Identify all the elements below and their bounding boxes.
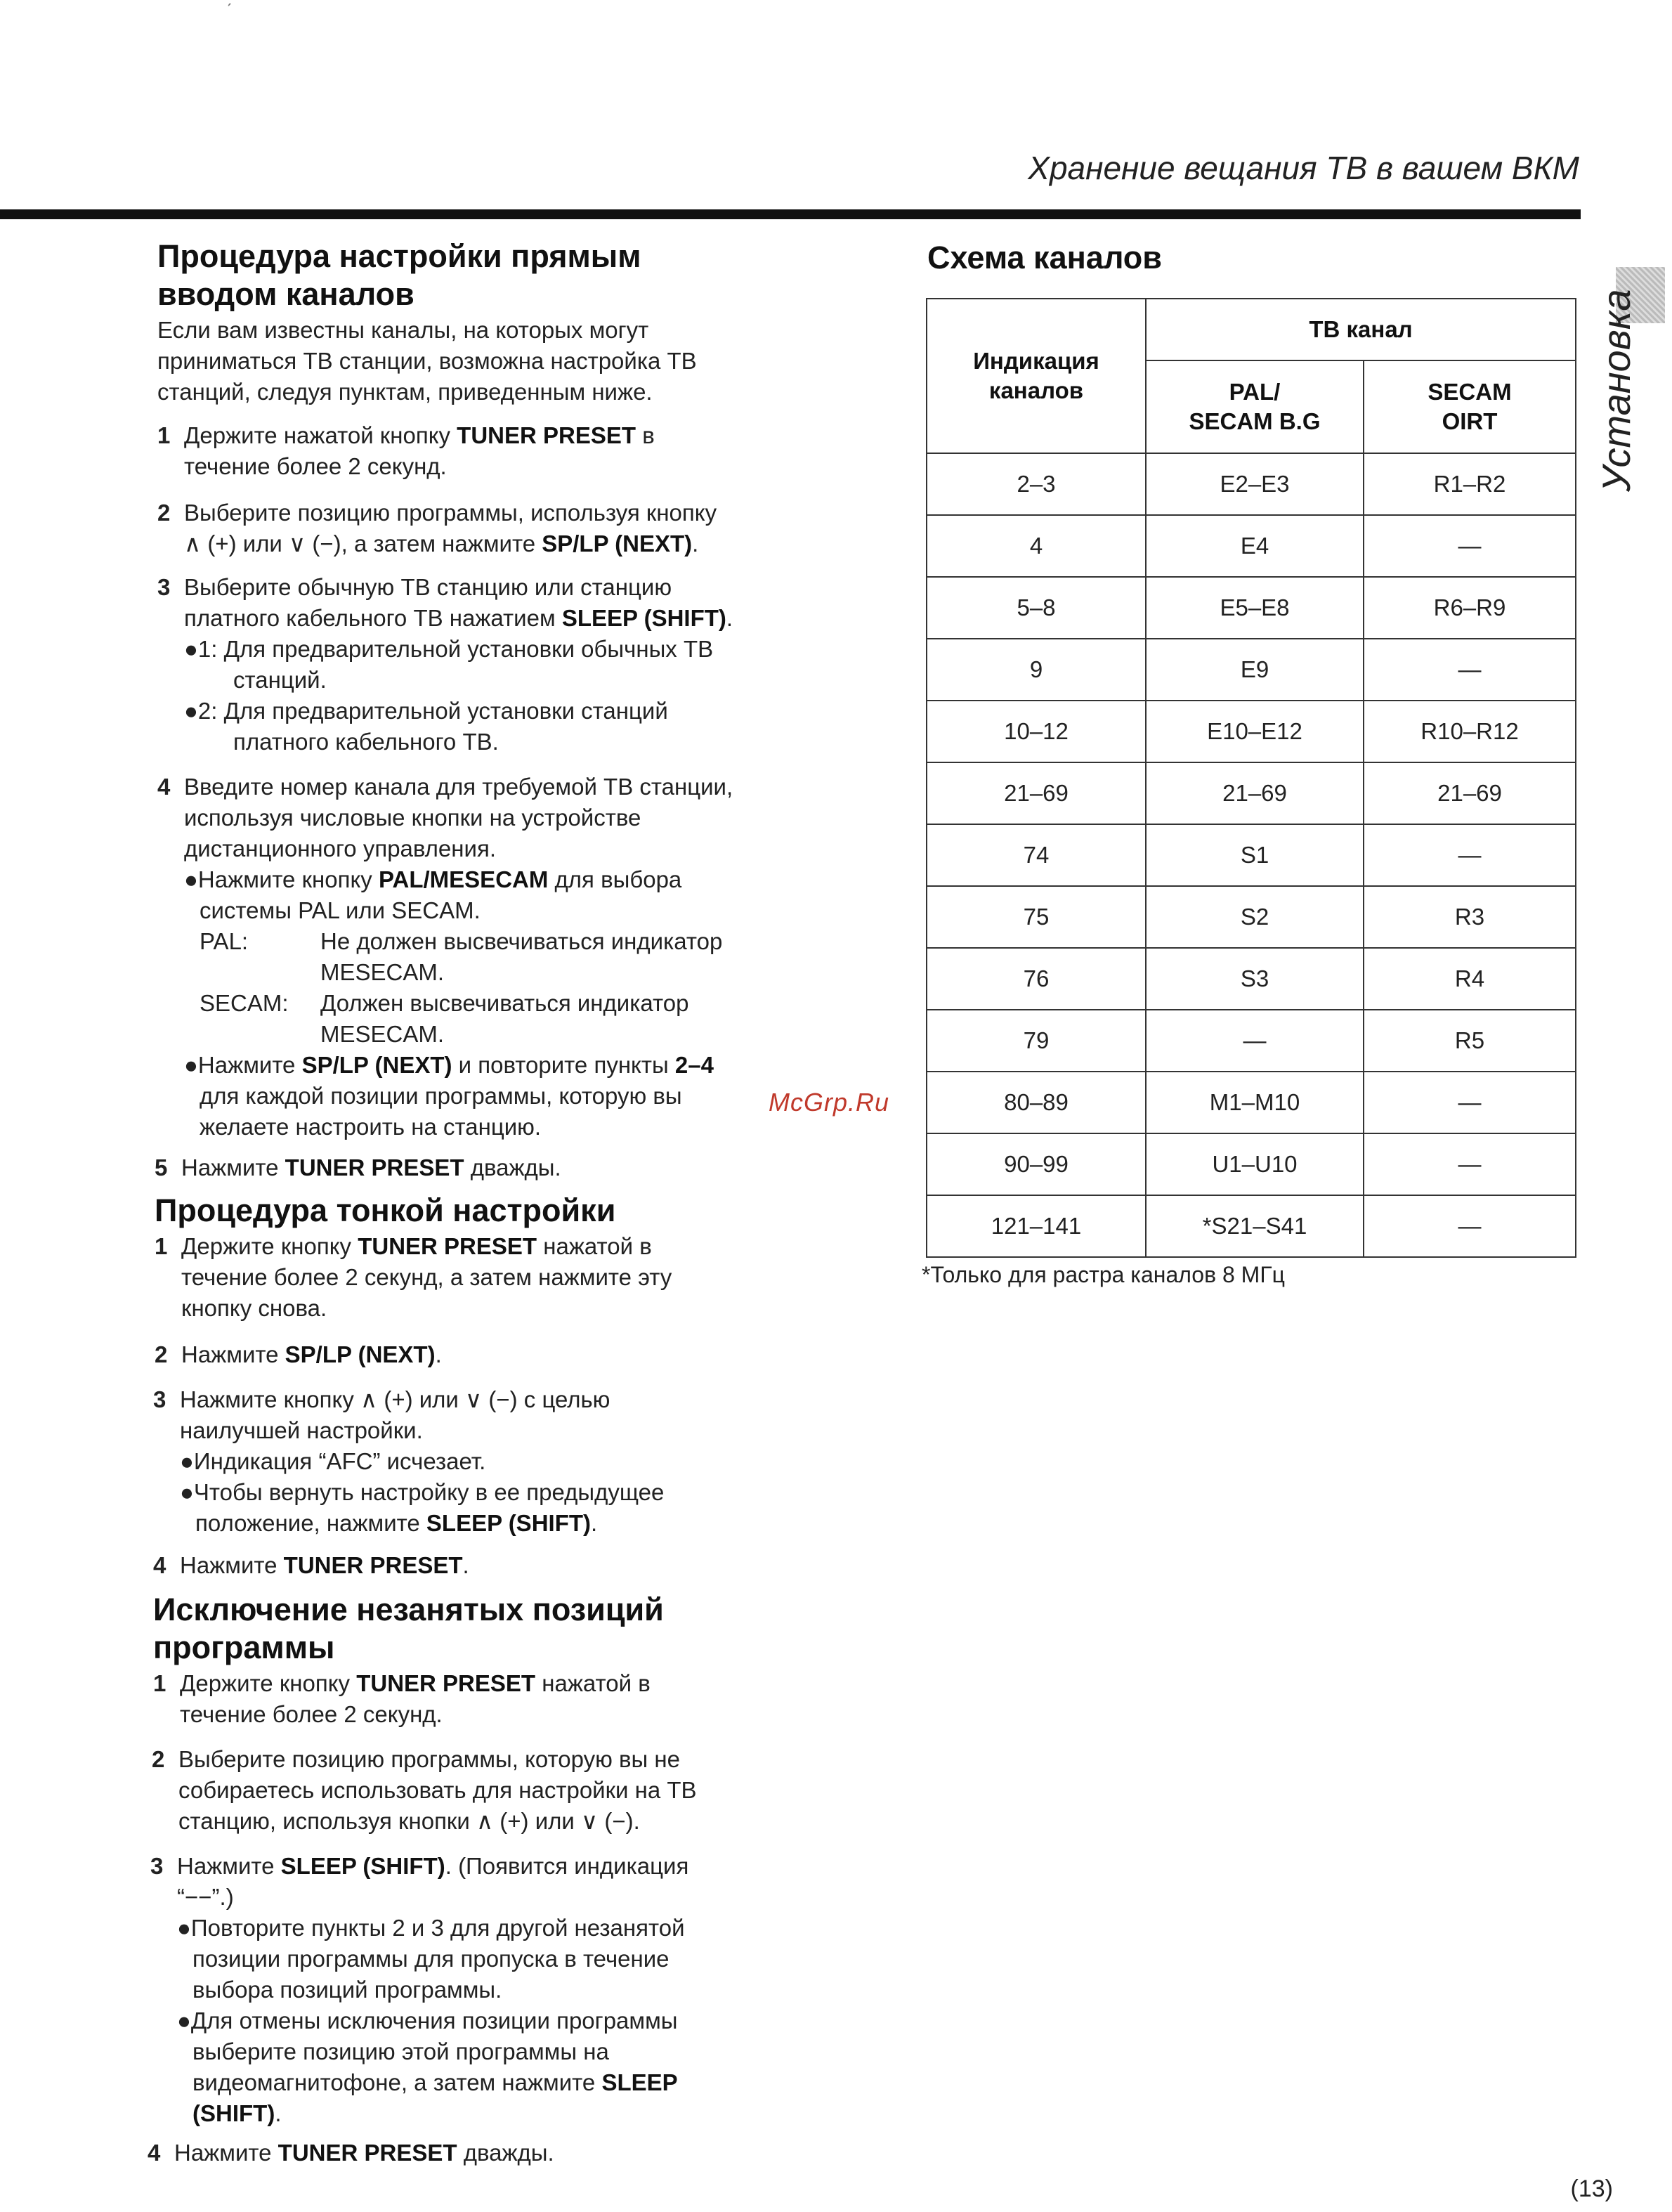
button-name: PAL/MESECAM <box>378 866 549 892</box>
step-number: 1 <box>153 1670 166 1696</box>
secam-cell: — <box>1364 1195 1576 1257</box>
indication-cell: 80–89 <box>927 1072 1146 1133</box>
indication-cell: 79 <box>927 1010 1146 1072</box>
button-name: TUNER PRESET <box>358 1233 537 1259</box>
button-name: TUNER PRESET <box>277 2140 457 2166</box>
step-text: . <box>726 605 733 631</box>
table-row <box>927 1195 1576 1257</box>
channel-table-body <box>927 453 1576 1257</box>
side-tab-label: Установка <box>1594 289 1638 492</box>
secam-cell: R5 <box>1364 1010 1576 1072</box>
section3-title-line2: программы <box>153 1629 335 1665</box>
indication-cell: 9 <box>927 639 1146 701</box>
pal-cell: — <box>1146 1010 1364 1072</box>
page-number: (13) <box>1570 2175 1613 2202</box>
step-text: дважды. <box>464 1154 561 1180</box>
section3-title <box>153 1591 664 1667</box>
step-number: 4 <box>153 1552 166 1578</box>
s1-step1 <box>157 420 655 482</box>
secam-label: SECAM: <box>200 990 289 1016</box>
bullet-item: ●1: Для предварительной установки обычных ТВ <box>184 636 714 662</box>
intro-line: приниматься ТВ станции, возможна настройка ТВ <box>157 348 697 374</box>
bullet-item: и повторите пункты <box>452 1052 675 1078</box>
bullet-item: желаете настроить на станцию. <box>200 1114 542 1140</box>
button-name: TUNER PRESET <box>283 1552 463 1578</box>
step-number: 2 <box>157 500 171 526</box>
header-text: SECAM B.G <box>1189 408 1321 434</box>
bullet-item: . <box>591 1510 598 1536</box>
step-text: . (Появится индикация <box>445 1853 689 1879</box>
bullet-item: платного кабельного ТВ. <box>233 729 499 755</box>
step-ref: 2–4 <box>674 1052 714 1078</box>
button-name: SLEEP (SHIFT) <box>280 1853 445 1879</box>
step-text: . <box>435 1341 442 1367</box>
header-text: SECAM <box>1428 379 1512 405</box>
pal-cell: E4 <box>1146 515 1364 577</box>
step-text: платного кабельного ТВ нажатием <box>184 605 562 631</box>
button-name: SP/LP (NEXT) <box>285 1341 436 1367</box>
section1-intro <box>157 315 697 408</box>
bullet-item: ●Индикация “AFC” исчезает. <box>180 1448 486 1474</box>
button-name: SLEEP <box>601 2069 678 2095</box>
step-text: наилучшей настройки. <box>180 1417 423 1443</box>
pal-cell: E10–E12 <box>1146 701 1364 762</box>
s3-step3 <box>150 1851 688 2129</box>
header-rule <box>0 209 1581 219</box>
intro-line: станций, следуя пунктам, приведенным ниже. <box>157 379 653 405</box>
step-text: Нажмите кнопку ∧ (+) или ∨ (−) с целью <box>180 1386 610 1412</box>
step-text: дважды. <box>457 2140 554 2166</box>
secam-cell: 21–69 <box>1364 762 1576 824</box>
secam-cell: R10–R12 <box>1364 701 1576 762</box>
channel-table <box>926 298 1576 1258</box>
section3-title-line1: Исключение незанятых позиций <box>153 1592 664 1627</box>
pal-label: PAL: <box>200 928 249 954</box>
header-text: Индикация <box>973 348 1099 374</box>
header-indication <box>927 299 1146 453</box>
page-header-title: Хранение вещания ТВ в вашем ВКМ <box>1028 150 1579 186</box>
secam-cell: — <box>1364 1072 1576 1133</box>
section1-title-line1: Процедура настройки прямым <box>157 238 641 274</box>
bullet-item: выбора позиций программы. <box>192 1977 502 2003</box>
table-footnote: *Только для растра каналов 8 МГц <box>922 1262 1285 1287</box>
table-row <box>927 1010 1576 1072</box>
table-row <box>927 886 1576 948</box>
bullet-item: для выбора <box>548 866 682 892</box>
bullet-item: ●2: Для предварительной установки станций <box>184 698 668 724</box>
indication-cell: 10–12 <box>927 701 1146 762</box>
step-text: Введите номер канала для требуемой ТВ станции, <box>184 774 733 800</box>
pal-cell: *S21–S41 <box>1146 1195 1364 1257</box>
s3-step4 <box>148 2138 554 2168</box>
pal-cell: 21–69 <box>1146 762 1364 824</box>
step-text: кнопку снова. <box>181 1295 327 1321</box>
bullet-item: . <box>275 2100 282 2126</box>
table-row <box>927 824 1576 886</box>
bullet-item: для каждой позиции программы, которую вы <box>200 1083 682 1109</box>
s2-step2 <box>155 1339 442 1370</box>
step-number: 3 <box>157 574 171 600</box>
section2-title: Процедура тонкой настройки <box>155 1192 616 1228</box>
button-name: TUNER PRESET <box>457 422 636 448</box>
step-text: . <box>462 1552 469 1578</box>
indication-cell: 90–99 <box>927 1133 1146 1195</box>
step-text: Нажмите <box>181 1154 285 1180</box>
pal-cell: S1 <box>1146 824 1364 886</box>
s3-step2 <box>152 1744 697 1837</box>
pal-cell: S2 <box>1146 886 1364 948</box>
step-number: 4 <box>157 774 171 800</box>
indication-cell: 21–69 <box>927 762 1146 824</box>
step-text: ∧ (+) или ∨ (−), а затем нажмите <box>184 531 542 557</box>
step-text: нажатой в <box>537 1233 652 1259</box>
step-text: Выберите позицию программы, используя кнопку <box>184 500 717 526</box>
secam-value: MESECAM. <box>320 1021 445 1047</box>
step-text: Держите кнопку <box>181 1233 358 1259</box>
table-row <box>927 762 1576 824</box>
bullet-item: ●Для отмены исключения позиции программы <box>177 2008 678 2034</box>
bullet-item: позиции программы для пропуска в течение <box>192 1946 670 1972</box>
header-tv-channel: ТВ канал <box>1146 299 1576 360</box>
step-text: течение более 2 секунд, а затем нажмите эту <box>181 1264 672 1290</box>
step-number: 2 <box>155 1341 168 1367</box>
s1-step4 <box>157 772 733 1143</box>
s2-step3 <box>153 1384 664 1539</box>
indication-cell: 5–8 <box>927 577 1146 639</box>
indication-cell: 74 <box>927 824 1146 886</box>
step-text: . <box>692 531 699 557</box>
step-text: Выберите позицию программы, которую вы не <box>178 1746 681 1772</box>
step-text: собираетесь использовать для настройки на ТВ <box>178 1777 697 1803</box>
pal-cell: E9 <box>1146 639 1364 701</box>
bullet-item: системы PAL или SECAM. <box>200 897 481 923</box>
table-row <box>927 515 1576 577</box>
indication-cell: 76 <box>927 948 1146 1010</box>
step-text: “−−”.) <box>177 1884 234 1910</box>
step-number: 3 <box>153 1386 166 1412</box>
secam-cell: R6–R9 <box>1364 577 1576 639</box>
bullet-item: станций. <box>233 667 327 693</box>
bullet-item: ●Нажмите <box>184 1052 302 1078</box>
button-name: SLEEP (SHIFT) <box>426 1510 591 1536</box>
step-number: 1 <box>155 1233 168 1259</box>
header-pal <box>1146 360 1364 453</box>
s2-step1 <box>155 1231 672 1324</box>
s3-step1 <box>153 1668 651 1730</box>
indication-cell: 4 <box>927 515 1146 577</box>
button-name: TUNER PRESET <box>356 1670 536 1696</box>
indication-cell: 75 <box>927 886 1146 948</box>
secam-value: Должен высвечиваться индикатор <box>320 990 689 1016</box>
section1-title-line2: вводом каналов <box>157 276 414 312</box>
channel-table-title: Схема каналов <box>927 240 1162 275</box>
watermark-text: McGrp.Ru <box>769 1088 890 1117</box>
step-number: 3 <box>150 1853 164 1879</box>
s1-step5 <box>155 1152 561 1183</box>
step-text: течение более 2 секунд. <box>184 453 447 479</box>
button-name: TUNER PRESET <box>285 1154 464 1180</box>
s1-step2 <box>157 497 717 559</box>
secam-cell: R1–R2 <box>1364 453 1576 515</box>
step-number: 5 <box>155 1154 168 1180</box>
pal-cell: S3 <box>1146 948 1364 1010</box>
table-row <box>927 948 1576 1010</box>
step-text: Держите нажатой кнопку <box>184 422 457 448</box>
step-text: в <box>636 422 655 448</box>
header-secam <box>1364 360 1576 453</box>
step-text: Нажмите <box>174 2140 278 2166</box>
step-text: дистанционного управления. <box>184 835 496 861</box>
button-name: SP/LP (NEXT) <box>301 1052 452 1078</box>
button-name: (SHIFT) <box>192 2100 275 2126</box>
indication-cell: 121–141 <box>927 1195 1146 1257</box>
s1-step3 <box>157 572 733 757</box>
step-text: Нажмите <box>180 1552 284 1578</box>
secam-cell: — <box>1364 824 1576 886</box>
table-row <box>927 1072 1576 1133</box>
bullet-item: ●Повторите пункты 2 и 3 для другой незанятой <box>177 1915 685 1941</box>
pal-cell: M1–M10 <box>1146 1072 1364 1133</box>
bullet-item: ●Чтобы вернуть настройку в ее предыдущее <box>180 1479 665 1505</box>
scan-mark: ˊ <box>226 0 233 21</box>
table-row <box>927 701 1576 762</box>
indication-cell: 2–3 <box>927 453 1146 515</box>
secam-cell: — <box>1364 1133 1576 1195</box>
pal-cell: U1–U10 <box>1146 1133 1364 1195</box>
table-row <box>927 639 1576 701</box>
bullet-item: выберите позицию этой программы на <box>192 2038 609 2064</box>
button-name: SP/LP (NEXT) <box>542 531 693 557</box>
secam-cell: R3 <box>1364 886 1576 948</box>
step-text: Выберите обычную ТВ станцию или станцию <box>184 574 672 600</box>
step-text: Нажмите <box>181 1341 285 1367</box>
section1-title <box>157 238 641 313</box>
table-row <box>927 1133 1576 1195</box>
pal-cell: E5–E8 <box>1146 577 1364 639</box>
step-number: 4 <box>148 2140 161 2166</box>
pal-cell: E2–E3 <box>1146 453 1364 515</box>
step-text: нажатой в <box>535 1670 651 1696</box>
secam-cell: — <box>1364 639 1576 701</box>
secam-cell: — <box>1364 515 1576 577</box>
header-text: PAL/ <box>1229 379 1281 405</box>
pal-value: Не должен высвечиваться индикатор <box>320 928 723 954</box>
step-number: 2 <box>152 1746 165 1772</box>
step-text: Нажмите <box>177 1853 281 1879</box>
s2-step4 <box>153 1550 469 1581</box>
secam-cell: R4 <box>1364 948 1576 1010</box>
bullet-item: ●Нажмите кнопку <box>184 866 379 892</box>
step-text: течение более 2 секунд. <box>180 1701 443 1727</box>
pal-value: MESECAM. <box>320 959 445 985</box>
table-row <box>927 577 1576 639</box>
header-text: OIRT <box>1442 408 1498 434</box>
bullet-item: положение, нажмите <box>195 1510 426 1536</box>
table-row <box>927 453 1576 515</box>
step-text: станцию, используя кнопки ∧ (+) или ∨ (−). <box>178 1808 640 1834</box>
bullet-item: видеомагнитофоне, а затем нажмите <box>192 2069 602 2095</box>
step-text: Держите кнопку <box>180 1670 357 1696</box>
step-text: используя числовые кнопки на устройстве <box>184 805 641 831</box>
step-number: 1 <box>157 422 171 448</box>
header-text: каналов <box>988 377 1084 403</box>
intro-line: Если вам известны каналы, на которых могут <box>157 317 649 343</box>
button-name: SLEEP (SHIFT) <box>561 605 726 631</box>
